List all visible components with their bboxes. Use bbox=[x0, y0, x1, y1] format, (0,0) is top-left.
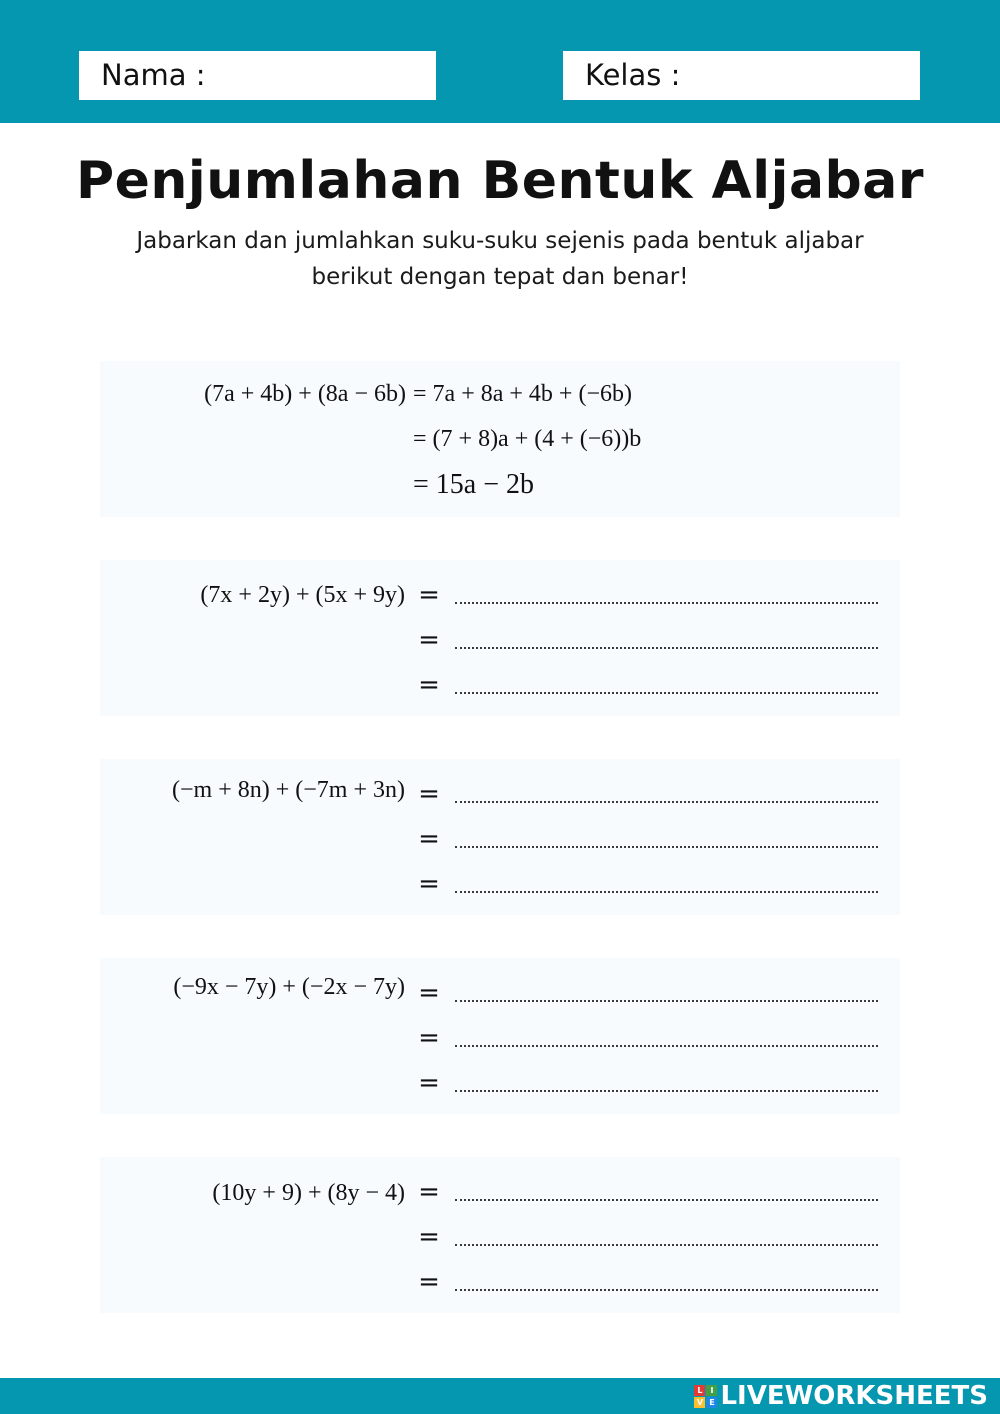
brand-name: LIVEWORKSHEETS bbox=[720, 1381, 988, 1411]
answer-line[interactable] bbox=[455, 690, 878, 694]
problem-card-3 bbox=[100, 958, 900, 1114]
answer-line[interactable] bbox=[455, 645, 878, 649]
equals-sign: = bbox=[418, 1222, 440, 1252]
equals-sign: = bbox=[418, 779, 440, 809]
equals-sign: = bbox=[418, 824, 440, 854]
example-step-2: = (7 + 8)a + (4 + (−6))b bbox=[413, 426, 642, 452]
problem-card-4 bbox=[100, 1157, 900, 1313]
equals-sign: = bbox=[418, 580, 440, 610]
instruction-line-2: berikut dengan tepat dan benar! bbox=[311, 264, 689, 290]
answer-line[interactable] bbox=[455, 1088, 878, 1092]
equals-sign: = bbox=[418, 1023, 440, 1053]
brand bbox=[694, 1378, 988, 1414]
equals-sign: = bbox=[418, 1267, 440, 1297]
equals-sign: = bbox=[418, 625, 440, 655]
page-title: Penjumlahan Bentuk Aljabar bbox=[76, 151, 924, 211]
answer-line[interactable] bbox=[455, 889, 878, 893]
instruction-text bbox=[90, 223, 910, 295]
answer-line[interactable] bbox=[455, 1197, 878, 1201]
equals-sign: = bbox=[418, 869, 440, 899]
instruction-line-1: Jabarkan dan jumlahkan suku-suku sejenis pada bentuk aljabar bbox=[136, 228, 864, 254]
logo-letter: I bbox=[706, 1385, 717, 1396]
problem-expression-1: (7x + 2y) + (5x + 9y) bbox=[200, 582, 405, 608]
problem-card-2 bbox=[100, 759, 900, 915]
class-field[interactable] bbox=[563, 51, 920, 100]
equals-sign: = bbox=[418, 670, 440, 700]
logo-letter: V bbox=[694, 1397, 705, 1408]
logo-letter: L bbox=[694, 1385, 705, 1396]
example-card bbox=[100, 361, 900, 517]
example-step-1: = 7a + 8a + 4b + (−6b) bbox=[413, 381, 632, 407]
answer-line[interactable] bbox=[455, 799, 878, 803]
example-step-3: = 15a − 2b bbox=[413, 469, 535, 500]
problem-expression-2: (−m + 8n) + (−7m + 3n) bbox=[172, 777, 405, 803]
problem-card-1 bbox=[100, 560, 900, 716]
name-field[interactable] bbox=[79, 51, 436, 100]
name-label: Nama : bbox=[101, 58, 206, 92]
equals-sign: = bbox=[418, 978, 440, 1008]
problem-expression-3: (−9x − 7y) + (−2x − 7y) bbox=[173, 974, 405, 1000]
answer-line[interactable] bbox=[455, 1242, 878, 1246]
problem-expression-4: (10y + 9) + (8y − 4) bbox=[212, 1180, 405, 1206]
example-expression: (7a + 4b) + (8a − 6b) bbox=[204, 381, 406, 407]
logo-letter: E bbox=[706, 1397, 717, 1408]
liveworksheets-logo-icon bbox=[694, 1385, 717, 1408]
answer-line[interactable] bbox=[455, 600, 878, 604]
answer-line[interactable] bbox=[455, 998, 878, 1002]
answer-line[interactable] bbox=[455, 844, 878, 848]
answer-line[interactable] bbox=[455, 1043, 878, 1047]
class-label: Kelas : bbox=[585, 58, 681, 92]
answer-line[interactable] bbox=[455, 1287, 878, 1291]
equals-sign: = bbox=[418, 1177, 440, 1207]
equals-sign: = bbox=[418, 1068, 440, 1098]
